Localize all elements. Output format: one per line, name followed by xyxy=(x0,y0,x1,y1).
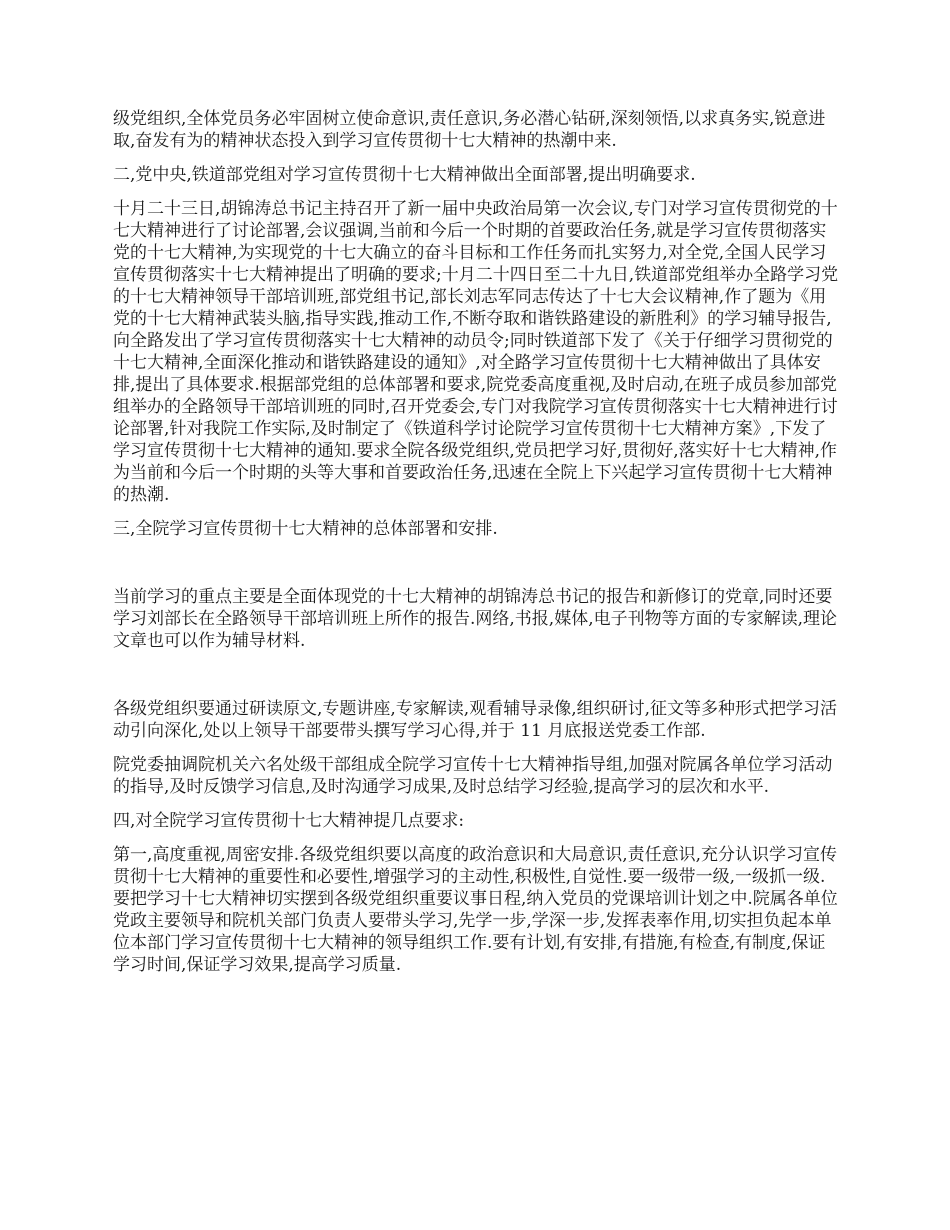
document-body xyxy=(113,108,839,988)
paragraph-study-focus: 当前学习的重点主要是全面体现党的十七大精神的胡锦涛总书记的报告和新修订的党章,同时还要学习刘部长在全路领导干部培训班上所作的报告.网络,书报,媒体,电子刊物等方面的专家解读,理论文章也可以作为辅导材料. xyxy=(113,587,838,651)
section-heading-three: 三,全院学习宣传贯彻十七大精神的总体部署和安排. xyxy=(113,519,498,539)
paragraph-guidance-group: 院党委抽调院机关六名处级干部组成全院学习宣传十七大精神指导组,加强对院属各单位学习活动的指导,及时反馈学习信息,及时沟通学习成果,及时总结学习经验,提高学习的层次和水平. xyxy=(113,755,833,797)
paragraph-requirement-one: 第一,高度重视,周密安排.各级党组织要以高度的政治意识和大局意识,责任意识,充分认识学习宣传贯彻十七大精神的重要性和必要性,增强学习的主动性,积极性,自觉性.要一级带一级,一级抓一级.要把学习十七大精神切实摆到各级党组织重要议事日程,纳入党员的党课培训计划之中.院属各单位党政主要领导和院机关部门负责人要带头学习,先学一步,学深一步,发挥表率作用,切实担负起本单位本部门学习宣传贯彻十七大精神的领导组织工作.要有计划,有安排,有措施,有检查,有制度,保证学习时间,保证学习效果,提高学习质量. xyxy=(113,845,838,975)
section-heading-two: 二,党中央,铁道部党组对学习宣传贯彻十七大精神做出全面部署,提出明确要求. xyxy=(113,165,696,185)
paragraph-intro-closing: 级党组织,全体党员务必牢固树立使命意识,责任意识,务必潜心钻研,深刻领悟,以求真务实,锐意进取,奋发有为的精神状态投入到学习宣传贯彻十七大精神的热潮中来. xyxy=(113,109,826,151)
paragraph-study-methods: 各级党组织要通过研读原文,专题讲座,专家解读,观看辅导录像,组织研讨,征文等多种形式把学习活动引向深化,处以上领导干部要带头撰写学习心得,并于 11 月底报送党委工作部. xyxy=(113,699,838,741)
spacer xyxy=(113,664,839,698)
section-heading-four: 四,对全院学习宣传贯彻十七大精神提几点要求: xyxy=(113,811,465,831)
paragraph-deployment: 十月二十三日,胡锦涛总书记主持召开了新一届中央政治局第一次会议,专门对学习宣传贯彻党的十七大精神进行了讨论部署,会议强调,当前和今后一个时期的首要政治任务,就是学习宣传贯彻落实党的十七大精神,为实现党的十七大确立的奋斗目标和工作任务而扎实努力,对全党,全国人民学习宣传贯彻落实十七大精神提出了明确的要求;十月二十四日至二十九日,铁道部党组举办全路学习党的十七大精神领导干部培训班,部党组书记,部长刘志军同志传达了十七大会议精神,作了题为《用党的十七大精神武装头脑,指导实践,推动工作,不断夺取和谐铁路建设的新胜利》的学习辅导报告,向全路发出了学习宣传贯彻落实十七大精神的动员令;同时铁道部下发了《关于仔细学习贯彻党的十七大精神,全面深化推动和谐铁路建设的通知》,对全路学习宣传贯彻十七大精神做出了具体安排,提出了具体要求.根据部党组的总体部署和要求,院党委高度重视,及时启动,在班子成员参加部党组举办的全路领导干部培训班的同时,召开党委会,专门对我院学习宣传贯彻落实十七大精神进行讨论部署,针对我院工作实际,及时制定了《铁道科学讨论院学习宣传贯彻十七大精神方案》,下发了学习宣传贯彻十七大精神的通知.要求全院各级党组织,党员把学习好,贯彻好,落实好十七大精神,作为当前和今后一个时期的头等大事和首要政治任务,迅速在全院上下兴起学习宣传贯彻十七大精神的热潮. xyxy=(113,199,839,505)
spacer xyxy=(113,552,839,586)
